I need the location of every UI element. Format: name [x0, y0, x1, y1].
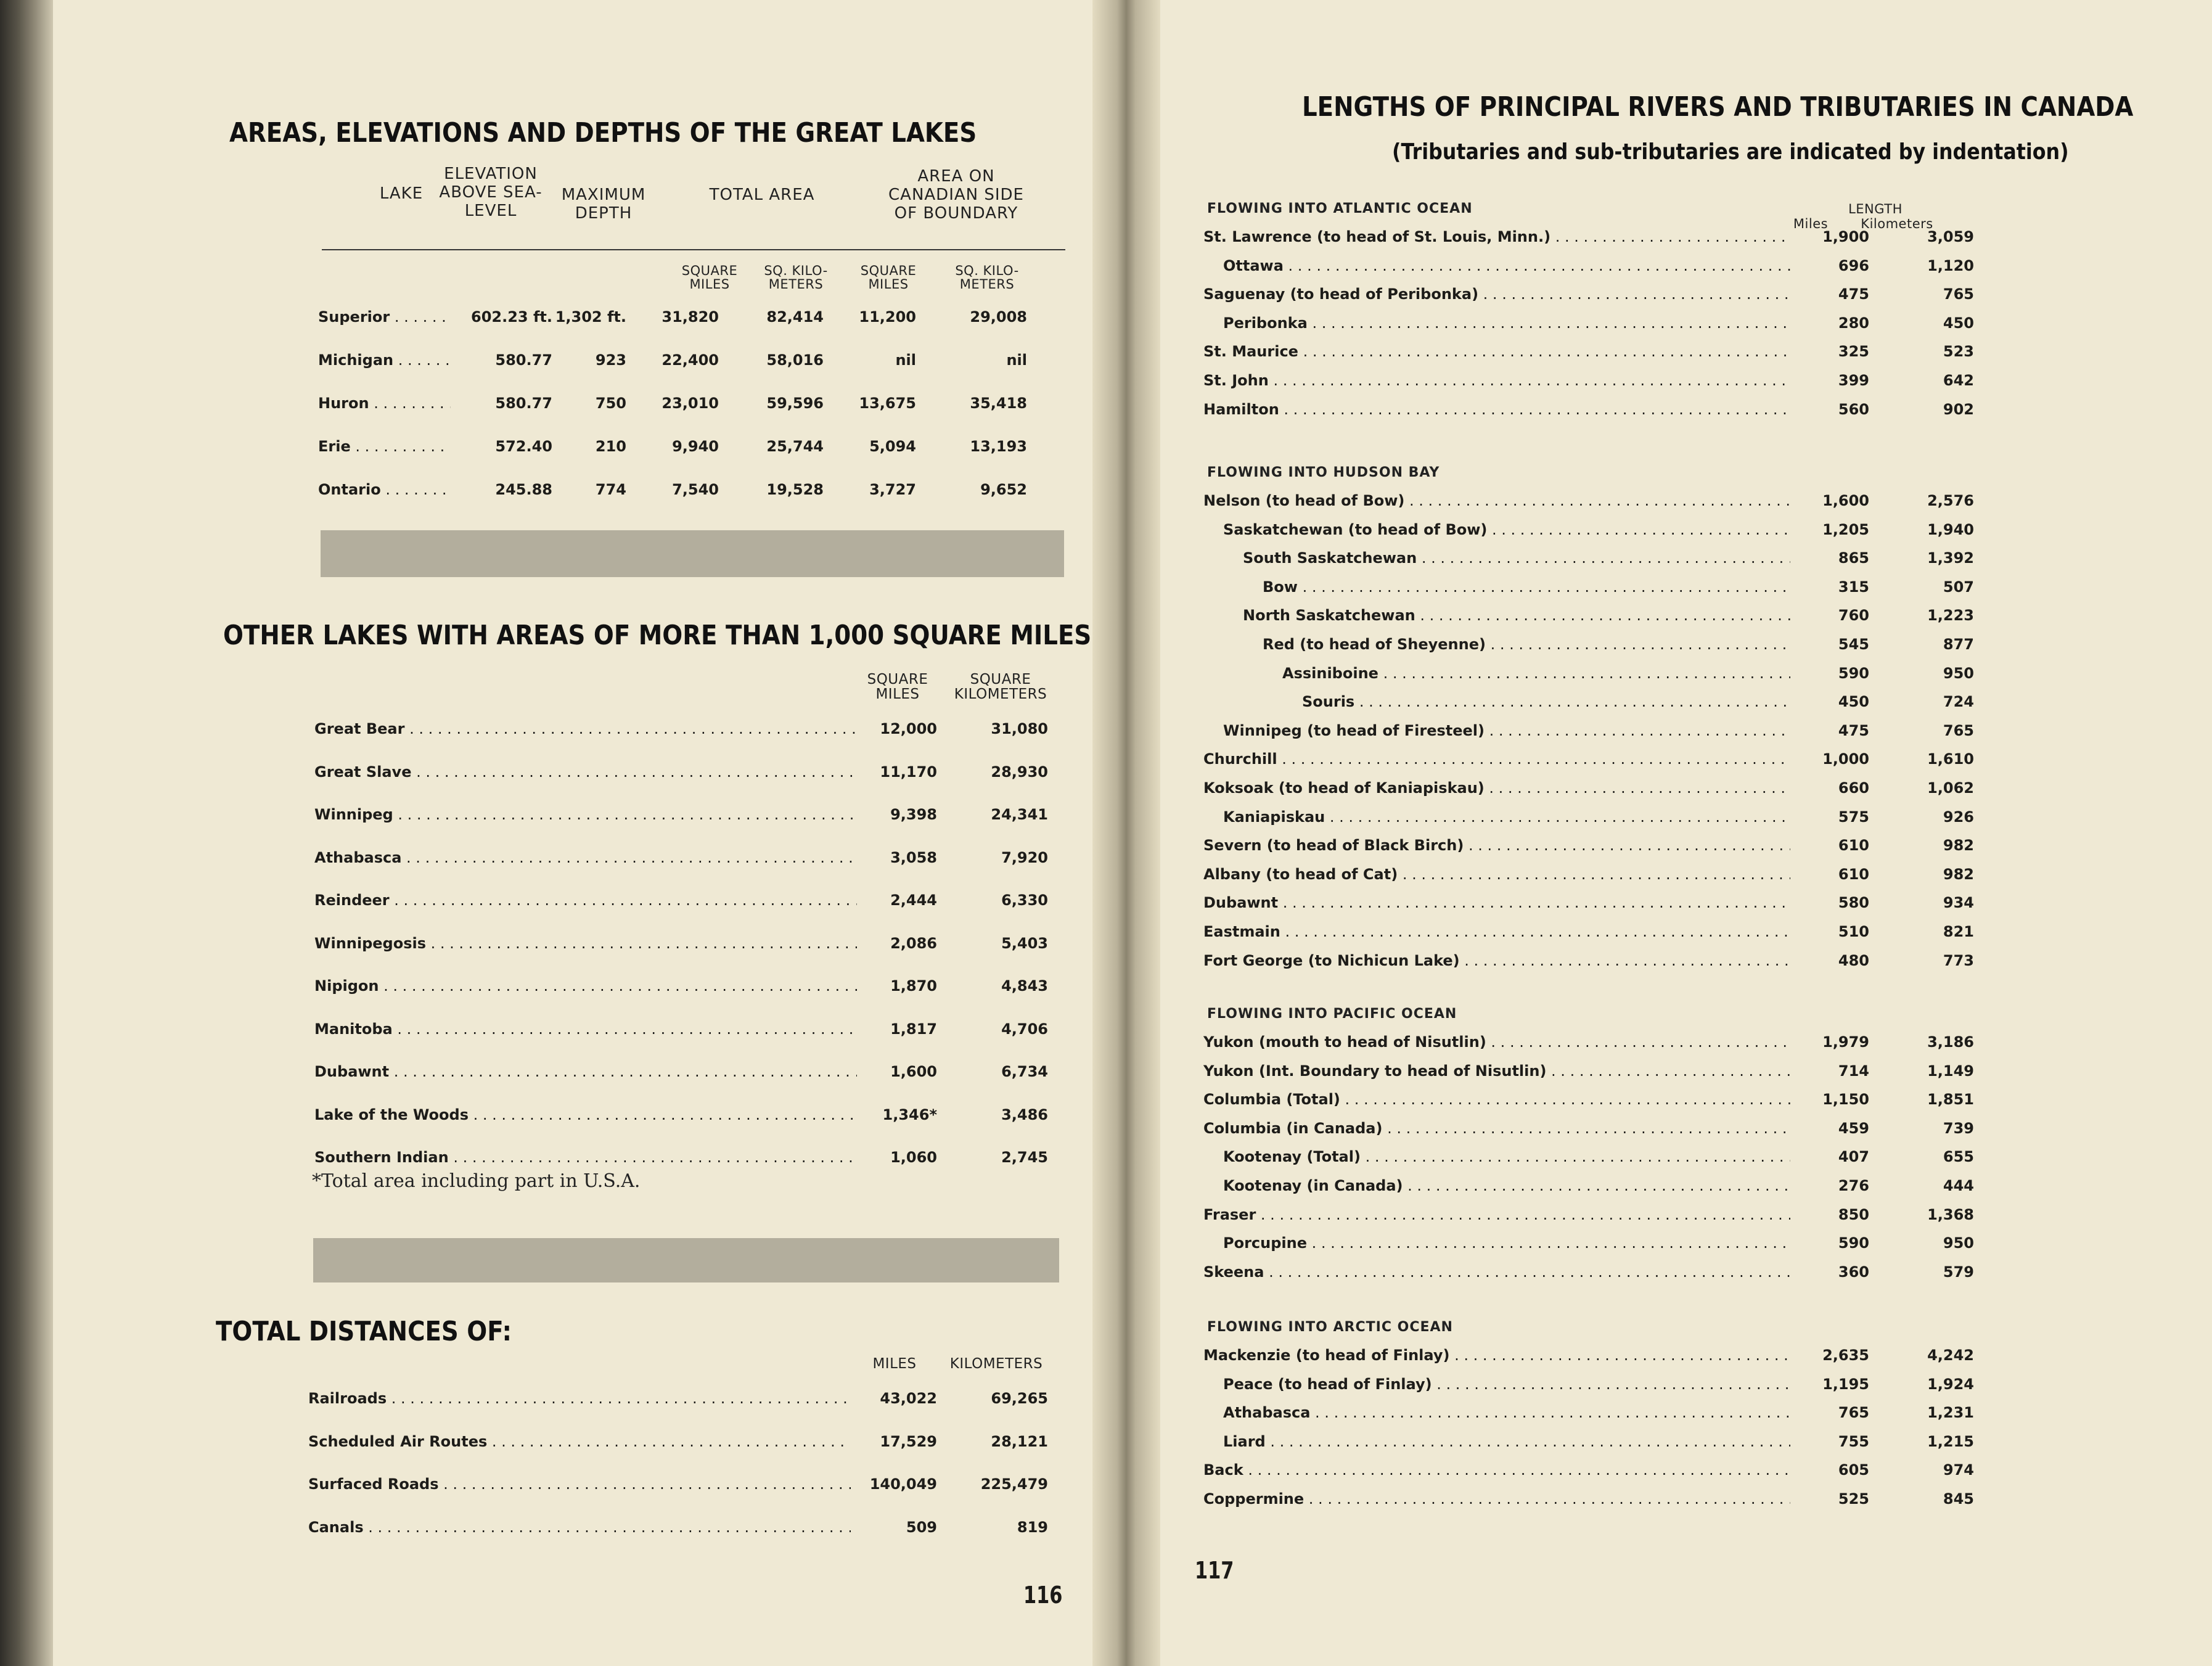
river-row: [1203, 1033, 1980, 1058]
cell-depth: 750: [595, 395, 626, 412]
river-row: [1203, 285, 1980, 310]
cell-total-sq-km: 19,528: [766, 481, 824, 498]
cell-miles: 1,205: [1822, 520, 1869, 538]
cell-km: 1,924: [1927, 1375, 1974, 1393]
cell-miles: 696: [1838, 256, 1869, 274]
cell-km: 1,851: [1927, 1091, 1974, 1109]
cell-elevation: 572.40: [495, 438, 552, 455]
cell-miles: 475: [1838, 721, 1869, 739]
cell-depth: 1,302 ft.: [555, 308, 626, 326]
cell-km: 926: [1943, 808, 1974, 826]
table-row: [314, 806, 1067, 831]
river-row: [1203, 314, 1980, 339]
cell-km: 950: [1943, 664, 1974, 682]
cell-sq-km: 2,745: [1001, 1149, 1048, 1166]
distance-name: Surfaced Roads . . .: [308, 1475, 851, 1493]
cell-miles: 475: [1838, 285, 1869, 303]
river-name: Saskatchewan (to head of Bow) . . .: [1223, 521, 1790, 538]
cell-can-sq-mi: nil: [895, 351, 916, 369]
cell-total-sq-mi: 9,940: [672, 438, 719, 455]
river-name: Peace (to head of Finlay) . . .: [1223, 1376, 1790, 1393]
cell-miles: 315: [1838, 578, 1869, 596]
distances-title: TOTAL DISTANCES OF:: [216, 1316, 512, 1347]
cell-miles: 755: [1838, 1432, 1869, 1450]
river-row: [1203, 521, 1980, 546]
cell-can-sq-mi: 3,727: [869, 481, 916, 498]
river-row: [1203, 750, 1980, 775]
river-name: North Saskatchewan . . .: [1243, 607, 1790, 624]
river-row: [1203, 1490, 1980, 1515]
cell-sq-mi: 1,817: [890, 1020, 937, 1038]
cell-sq-km: 7,920: [1001, 848, 1048, 866]
river-row: [1203, 779, 1980, 804]
table-row: [308, 1519, 1060, 1543]
cell-km: 724: [1943, 693, 1974, 711]
cell-miles: 480: [1838, 951, 1869, 969]
river-name: Winnipeg (to head of Firesteel) . . .: [1223, 722, 1790, 739]
cell-km: 1,368: [1927, 1205, 1974, 1223]
cell-sq-mi: 12,000: [880, 720, 937, 737]
table-row: [314, 849, 1067, 874]
cell-km: 1,223: [1927, 607, 1974, 625]
cell-km: 902: [1943, 400, 1974, 418]
cell-can-sq-km: 29,008: [970, 308, 1027, 326]
sub-sq-km-2: SQ. KILO- METERS: [955, 263, 1019, 292]
cell-km: 655: [1943, 1148, 1974, 1166]
col-total-area-header: TOTAL AREA: [709, 186, 815, 204]
cell-can-sq-mi: 13,675: [859, 395, 916, 412]
distance-name: Canals . . .: [308, 1519, 851, 1536]
table-row: [318, 308, 1070, 333]
river-name: Red (to head of Sheyenne) . . .: [1263, 636, 1790, 653]
cell-miles: 399: [1838, 372, 1869, 389]
table-row: [314, 763, 1067, 788]
river-name: Nelson (to head of Bow) . . .: [1203, 492, 1790, 509]
river-name: Liard . . .: [1223, 1433, 1790, 1450]
lake-name: Lake of the Woods . . .: [314, 1106, 857, 1123]
cell-sq-km: 3,486: [1001, 1106, 1048, 1123]
cell-sq-km: 6,734: [1001, 1063, 1048, 1080]
cell-miles: 714: [1838, 1062, 1869, 1080]
river-row: [1203, 1062, 1980, 1087]
river-row: [1203, 1120, 1980, 1144]
river-row: [1203, 1347, 1980, 1371]
great-lakes-title: AREAS, ELEVATIONS AND DEPTHS OF THE GREAT LAKES: [229, 117, 977, 149]
cell-sq-km: 5,403: [1001, 934, 1048, 952]
cell-sq-mi: 3,058: [890, 848, 937, 866]
lake-name: Nipigon . . .: [314, 977, 857, 995]
river-name: Koksoak (to head of Kaniapiskau) . . .: [1203, 779, 1790, 797]
river-name: Athabasca . . .: [1223, 1404, 1790, 1421]
river-row: [1203, 343, 1980, 367]
cell-miles: 525: [1838, 1490, 1869, 1508]
cell-miles: 1,195: [1822, 1375, 1869, 1393]
col-river-miles-header: Miles: [1793, 216, 1829, 231]
river-row: [1203, 401, 1980, 425]
cell-miles: 1,000: [1822, 750, 1869, 768]
cell-sq-mi: 1,346*: [882, 1106, 937, 1123]
cell-sq-km: 4,706: [1001, 1020, 1048, 1038]
cell-miles: 580: [1838, 894, 1869, 912]
section-label: FLOWING INTO PACIFIC OCEAN: [1207, 1006, 1457, 1022]
other-lakes-title: OTHER LAKES WITH AREAS OF MORE THAN 1,000 SQUARE MILES: [223, 620, 1092, 651]
river-row: [1203, 492, 1980, 517]
sub-sq-km-1: SQ. KILO- METERS: [764, 263, 828, 292]
river-row: [1203, 866, 1980, 890]
col-sq-km-header: SQUARE KILOMETERS: [954, 671, 1047, 703]
river-row: [1203, 923, 1980, 948]
river-row: [1203, 549, 1980, 574]
distance-name: Railroads . . .: [308, 1390, 851, 1407]
river-row: [1203, 578, 1980, 603]
cell-km: 950: [1943, 1234, 1974, 1252]
page-number-right: 117: [1195, 1557, 1234, 1584]
cell-km: 1,120: [1927, 256, 1974, 274]
cell-elevation: 580.77: [495, 395, 552, 412]
cell-sq-km: 24,341: [991, 806, 1048, 823]
lake-name: Winnipeg . . .: [314, 806, 857, 823]
cell-miles: 459: [1838, 1119, 1869, 1137]
section-label: FLOWING INTO ARCTIC OCEAN: [1207, 1319, 1453, 1335]
col-depth-header: MAXIMUM DEPTH: [561, 186, 646, 223]
lake-name: Athabasca . . .: [314, 849, 857, 866]
cell-can-sq-km: 35,418: [970, 395, 1027, 412]
col-elevation-header: ELEVATION ABOVE SEA-LEVEL: [439, 165, 543, 220]
cell-km: 773: [1943, 951, 1974, 969]
river-row: [1203, 1263, 1980, 1288]
river-row: [1203, 1433, 1980, 1458]
lake-name: Huron . . .: [318, 395, 451, 412]
river-row: [1203, 837, 1980, 861]
cell-miles: 510: [1838, 923, 1869, 940]
river-name: Saguenay (to head of Peribonka) . . .: [1203, 285, 1790, 303]
sub-sq-miles-1: SQUARE MILES: [681, 263, 738, 292]
river-row: [1203, 228, 1980, 253]
cell-total-sq-mi: 31,820: [662, 308, 719, 326]
cell-sq-mi: 1,870: [890, 977, 937, 995]
river-name: Fraser . . .: [1203, 1206, 1790, 1223]
cell-total-sq-mi: 22,400: [662, 351, 719, 369]
left-page: [53, 0, 1092, 1666]
cell-miles: 590: [1838, 664, 1869, 682]
book-gutter: [1092, 0, 1160, 1666]
cell-depth: 210: [595, 438, 626, 455]
river-name: St. Lawrence (to head of St. Louis, Minn.) . . .: [1203, 228, 1790, 245]
cell-miles: 325: [1838, 343, 1869, 361]
cell-km: 982: [1943, 837, 1974, 855]
cell-km: 1,215: [1927, 1432, 1974, 1450]
cell-miles: 17,529: [880, 1432, 937, 1450]
river-name: Columbia (in Canada) . . .: [1203, 1120, 1790, 1137]
cell-miles: 450: [1838, 693, 1869, 711]
cell-miles: 407: [1838, 1148, 1869, 1166]
cell-miles: 1,979: [1822, 1033, 1869, 1051]
cell-sq-mi: 2,444: [890, 892, 937, 909]
cell-km: 934: [1943, 894, 1974, 912]
lake-name: Great Bear . . .: [314, 720, 857, 737]
river-name: Churchill . . .: [1203, 750, 1790, 768]
cell-sq-km: 6,330: [1001, 892, 1048, 909]
cell-total-sq-km: 58,016: [766, 351, 824, 369]
cell-sq-mi: 1,600: [890, 1063, 937, 1080]
cell-can-sq-km: 9,652: [980, 481, 1027, 498]
cell-km: 765: [1943, 721, 1974, 739]
col-lake-header: LAKE: [379, 184, 424, 203]
cell-miles: 850: [1838, 1205, 1869, 1223]
cell-elevation: 245.88: [495, 481, 552, 498]
table-row: [314, 1149, 1067, 1173]
header-rule: [322, 249, 1065, 250]
cell-miles: 605: [1838, 1461, 1869, 1479]
cell-sq-km: 31,080: [991, 720, 1048, 737]
lake-name: Michigan . . .: [318, 351, 451, 369]
footnote: *Total area including part in U.S.A.: [312, 1170, 641, 1192]
col-canadian-area-header: AREA ON CANADIAN SIDE OF BOUNDARY: [888, 167, 1024, 223]
cell-km: 444: [1943, 1177, 1974, 1194]
table-row: [308, 1390, 1060, 1414]
col-length-header: LENGTH: [1848, 202, 1903, 216]
cell-km: 450: [1943, 314, 1974, 332]
river-row: [1203, 693, 1980, 718]
river-name: St. Maurice . . .: [1203, 343, 1790, 360]
river-name: Severn (to head of Black Birch) . . .: [1203, 837, 1790, 854]
rivers-title: LENGTHS OF PRINCIPAL RIVERS AND TRIBUTARIES IN CANADA: [1302, 91, 2134, 123]
cell-total-sq-km: 82,414: [766, 308, 824, 326]
cell-miles: 2,635: [1822, 1347, 1869, 1364]
river-name: Coppermine . . .: [1203, 1490, 1790, 1508]
distance-name: Scheduled Air Routes . . .: [308, 1433, 851, 1450]
river-row: [1203, 665, 1980, 689]
table-row: [308, 1475, 1060, 1500]
river-name: Souris . . .: [1302, 693, 1790, 710]
book-spine: [0, 0, 53, 1666]
col-sq-miles-header: SQUARE MILES: [867, 671, 928, 703]
cell-miles: 1,150: [1822, 1091, 1869, 1109]
cell-miles: 360: [1838, 1263, 1869, 1281]
cell-miles: 43,022: [880, 1390, 937, 1407]
river-row: [1203, 894, 1980, 919]
page-number-left: 116: [1023, 1582, 1063, 1609]
table-row: [314, 892, 1067, 916]
table-row: [318, 438, 1070, 462]
cell-can-sq-mi: 5,094: [869, 438, 916, 455]
cell-miles: 140,049: [869, 1475, 937, 1493]
cell-miles: 1,900: [1822, 228, 1869, 245]
river-row: [1203, 1404, 1980, 1429]
cell-km: 225,479: [980, 1475, 1048, 1493]
cell-elevation: 580.77: [495, 351, 552, 369]
lake-name: Great Slave . . .: [314, 763, 857, 781]
lake-name: Southern Indian . . .: [314, 1149, 857, 1166]
section-label: FLOWING INTO HUDSON BAY: [1207, 465, 1440, 480]
cell-miles: 560: [1838, 400, 1869, 418]
cell-miles: 1,600: [1822, 492, 1869, 509]
table-row: [318, 395, 1070, 419]
river-name: Kaniapiskau . . .: [1223, 808, 1790, 826]
col-miles-header: MILES: [872, 1356, 917, 1372]
river-row: [1203, 1148, 1980, 1173]
cell-sq-mi: 9,398: [890, 806, 937, 823]
cell-km: 1,940: [1927, 520, 1974, 538]
table-row: [318, 351, 1070, 376]
table-row: [314, 1063, 1067, 1088]
river-row: [1203, 952, 1980, 977]
cell-miles: 575: [1838, 808, 1869, 826]
cell-km: 1,149: [1927, 1062, 1974, 1080]
cell-total-sq-km: 59,596: [766, 395, 824, 412]
river-name: South Saskatchewan . . .: [1243, 549, 1790, 567]
river-name: Albany (to head of Cat) . . .: [1203, 866, 1790, 883]
cell-km: 765: [1943, 285, 1974, 303]
cell-miles: 865: [1838, 549, 1869, 567]
cell-km: 523: [1943, 343, 1974, 361]
river-row: [1203, 808, 1980, 833]
cell-total-sq-mi: 7,540: [672, 481, 719, 498]
cell-km: 3,186: [1927, 1033, 1974, 1051]
river-name: Bow . . .: [1263, 578, 1790, 596]
river-row: [1203, 257, 1980, 282]
river-row: [1203, 607, 1980, 631]
cell-km: 739: [1943, 1119, 1974, 1137]
col-km-header: KILOMETERS: [949, 1356, 1043, 1372]
cell-miles: 765: [1838, 1404, 1869, 1422]
river-row: [1203, 636, 1980, 660]
cell-sq-mi: 11,170: [880, 763, 937, 781]
river-name: Dubawnt . . .: [1203, 894, 1790, 911]
lake-name: Superior . . .: [318, 308, 451, 326]
river-row: [1203, 1206, 1980, 1231]
cell-miles: 610: [1838, 865, 1869, 883]
cell-km: 821: [1943, 923, 1974, 940]
lake-name: Ontario . . .: [318, 481, 451, 498]
lake-name: Manitoba . . .: [314, 1020, 857, 1038]
cell-km: 28,121: [991, 1432, 1048, 1450]
cell-can-sq-km: nil: [1006, 351, 1027, 369]
cell-km: 877: [1943, 636, 1974, 653]
cell-miles: 509: [906, 1518, 937, 1536]
river-name: Eastmain . . .: [1203, 923, 1790, 940]
section-label: FLOWING INTO ATLANTIC OCEAN: [1207, 201, 1473, 216]
cell-km: 3,059: [1927, 228, 1974, 245]
cell-km: 982: [1943, 865, 1974, 883]
river-row: [1203, 1461, 1980, 1486]
cell-km: 579: [1943, 1263, 1974, 1281]
table-row: [314, 1106, 1067, 1131]
river-name: Columbia (Total) . . .: [1203, 1091, 1790, 1108]
right-page: [1160, 0, 2212, 1666]
river-name: Kootenay (in Canada) . . .: [1223, 1177, 1790, 1194]
cell-depth: 774: [595, 481, 626, 498]
cell-km: 1,062: [1927, 779, 1974, 797]
sub-sq-miles-2: SQUARE MILES: [860, 263, 917, 292]
cell-km: 1,610: [1927, 750, 1974, 768]
cell-sq-mi: 1,060: [890, 1149, 937, 1166]
river-row: [1203, 1091, 1980, 1115]
cell-sq-mi: 2,086: [890, 934, 937, 952]
cell-total-sq-mi: 23,010: [662, 395, 719, 412]
table-row: [308, 1433, 1060, 1458]
cell-can-sq-mi: 11,200: [859, 308, 916, 326]
lake-name: Winnipegosis . . .: [314, 935, 857, 952]
river-name: Yukon (Int. Boundary to head of Nisutlin) . . .: [1203, 1062, 1790, 1080]
river-name: Hamilton . . .: [1203, 401, 1790, 418]
river-row: [1203, 1177, 1980, 1202]
river-name: St. John . . .: [1203, 372, 1790, 389]
table-row: [314, 1020, 1067, 1045]
river-name: Assiniboine . . .: [1282, 665, 1790, 682]
cell-can-sq-km: 13,193: [970, 438, 1027, 455]
river-name: Peribonka . . .: [1223, 314, 1790, 332]
cell-km: 974: [1943, 1461, 1974, 1479]
river-row: [1203, 1234, 1980, 1259]
cell-km: 642: [1943, 372, 1974, 389]
gray-separator-bar-2: [313, 1238, 1059, 1282]
river-name: Skeena . . .: [1203, 1263, 1790, 1281]
cell-sq-km: 28,930: [991, 763, 1048, 781]
cell-miles: 610: [1838, 837, 1869, 855]
river-row: [1203, 722, 1980, 747]
cell-km: 507: [1943, 578, 1974, 596]
cell-km: 69,265: [991, 1390, 1048, 1407]
table-row: [314, 720, 1067, 745]
river-name: Ottawa . . .: [1223, 257, 1790, 274]
cell-miles: 545: [1838, 636, 1869, 653]
river-row: [1203, 372, 1980, 396]
cell-miles: 276: [1838, 1177, 1869, 1194]
river-name: Back . . .: [1203, 1461, 1790, 1479]
lake-name: Reindeer . . .: [314, 892, 857, 909]
cell-depth: 923: [595, 351, 626, 369]
lake-name: Erie . . .: [318, 438, 451, 455]
river-name: Fort George (to Nichicun Lake) . . .: [1203, 952, 1790, 969]
cell-km: 1,392: [1927, 549, 1974, 567]
cell-km: 845: [1943, 1490, 1974, 1508]
river-name: Mackenzie (to head of Finlay) . . .: [1203, 1347, 1790, 1364]
table-row: [314, 935, 1067, 959]
cell-total-sq-km: 25,744: [766, 438, 824, 455]
cell-km: 4,242: [1927, 1347, 1974, 1364]
cell-elevation: 602.23 ft.: [471, 308, 552, 326]
cell-km: 1,231: [1927, 1404, 1974, 1422]
cell-km: 2,576: [1927, 492, 1974, 509]
gray-separator-bar: [321, 530, 1064, 577]
col-river-km-header: Kilometers: [1861, 216, 1933, 231]
lake-name: Dubawnt . . .: [314, 1063, 857, 1080]
river-row: [1203, 1376, 1980, 1400]
river-name: Kootenay (Total) . . .: [1223, 1148, 1790, 1165]
table-row: [318, 481, 1070, 506]
cell-miles: 760: [1838, 607, 1869, 625]
cell-miles: 280: [1838, 314, 1869, 332]
cell-miles: 590: [1838, 1234, 1869, 1252]
table-row: [314, 977, 1067, 1002]
river-name: Porcupine . . .: [1223, 1234, 1790, 1252]
cell-km: 819: [1017, 1518, 1048, 1536]
cell-sq-km: 4,843: [1001, 977, 1048, 995]
cell-miles: 660: [1838, 779, 1869, 797]
river-name: Yukon (mouth to head of Nisutlin) . . .: [1203, 1033, 1790, 1051]
rivers-subtitle: (Tributaries and sub-tributaries are indicated by indentation): [1392, 139, 2069, 165]
